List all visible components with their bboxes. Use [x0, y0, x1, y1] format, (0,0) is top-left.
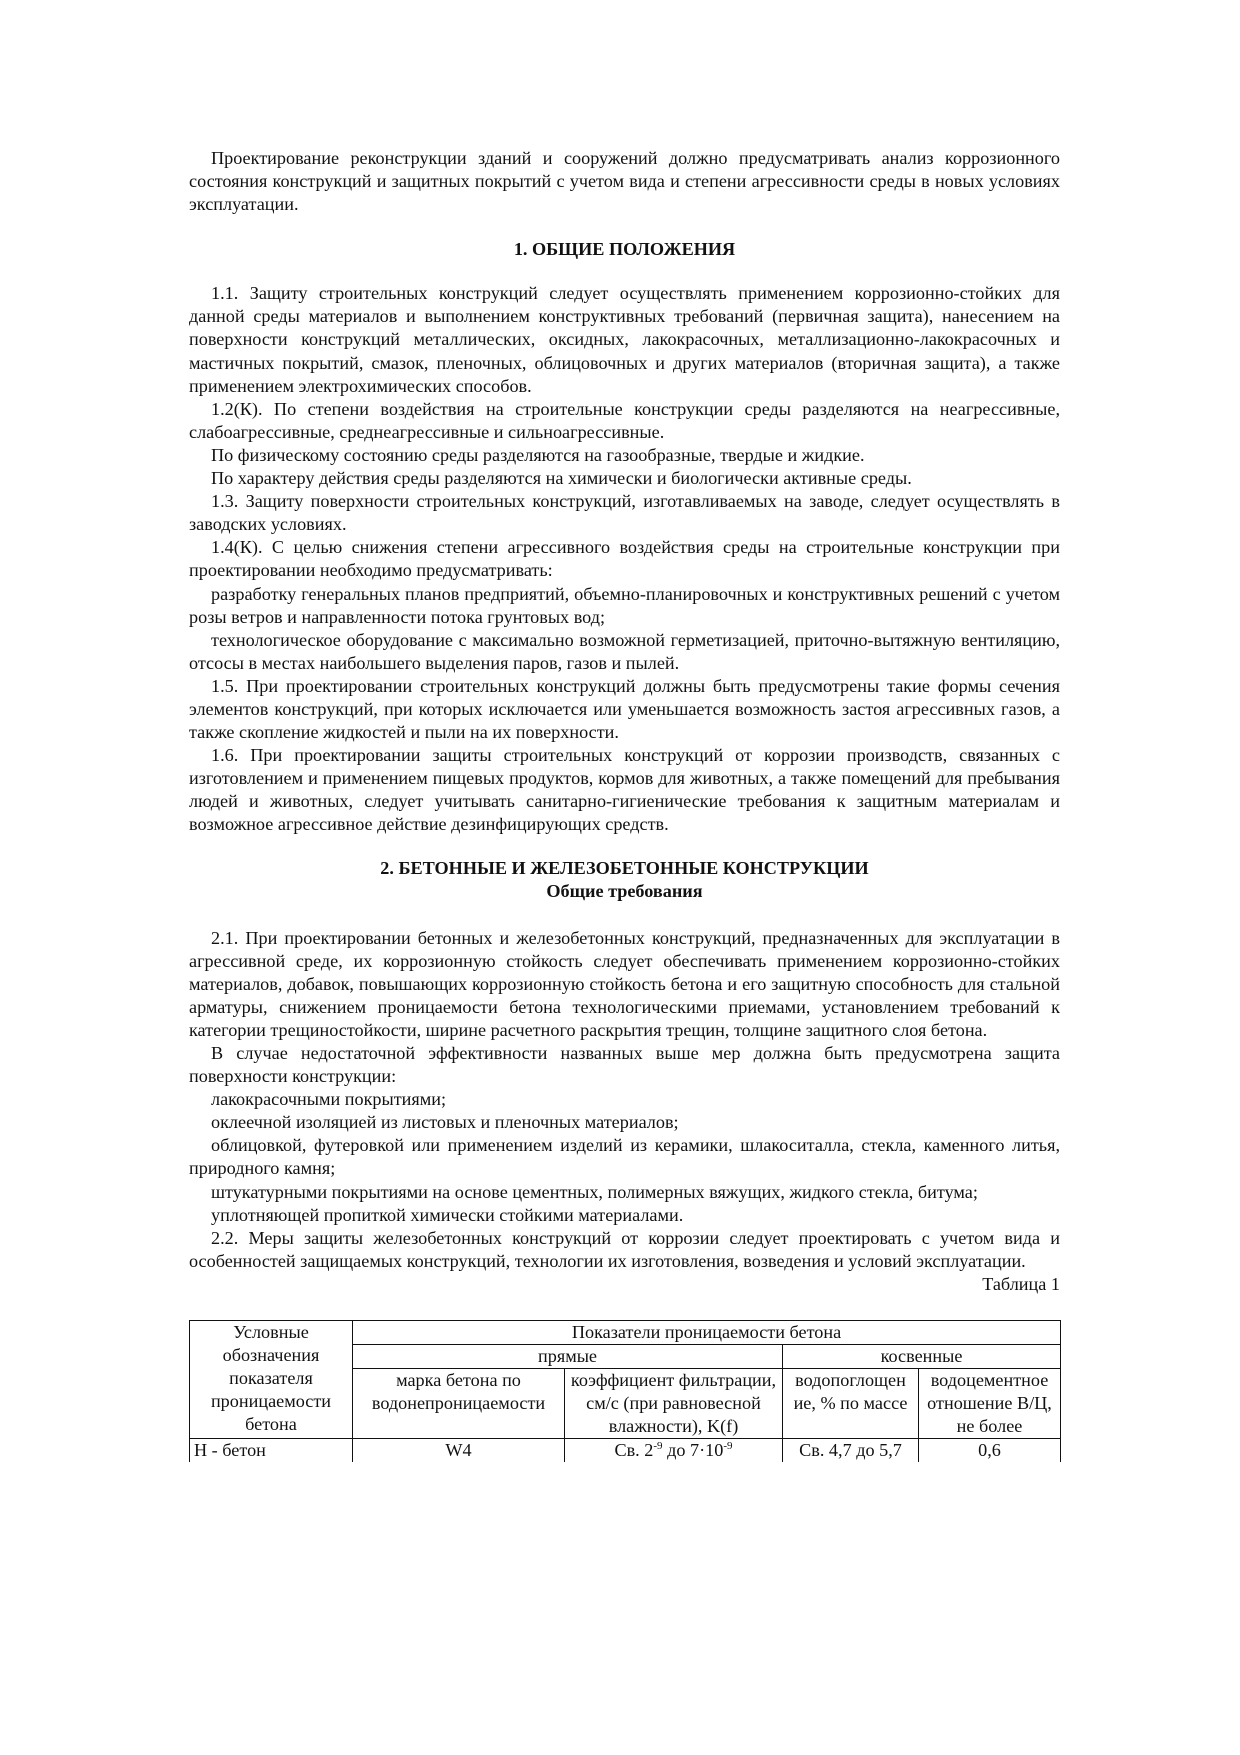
table-header-cell: косвенные: [783, 1344, 1061, 1368]
paragraph: По физическому состоянию среды разделяются на газообразные, твердые и жидкие.: [211, 444, 865, 465]
paragraph: 2.2. Меры защиты железобетонных конструкций от коррозии следует проектировать с учетом вида и особенностей защищаемых конструкций, технологии их изготовления, возведения и условий эксплуатации.: [189, 1227, 1060, 1271]
table-header-cell: коэффициент фильтрации, см/с (при равновесной влажности), K(f): [565, 1368, 783, 1438]
table-header-cell: Условные обозначения показателя проницаемости бетона: [190, 1320, 353, 1438]
table-cell: Н - бетон: [190, 1438, 353, 1462]
paragraph: разработку генеральных планов предприятий, объемно-планировочных и конструктивных решений с учетом розы ветров и направленности потока грунтовых вод;: [189, 583, 1060, 627]
paragraph: 1.4(К). С целью снижения степени агрессивного воздействия среды на строительные конструкции при проектировании необходимо предусматривать:: [189, 537, 1060, 581]
table-header-cell: марка бетона по водонепроницаемости: [353, 1368, 565, 1438]
filtration-from-exponent: -9: [653, 1439, 663, 1452]
filtration-to-base: ·10: [699, 1439, 724, 1460]
intro-paragraph: Проектирование реконструкции зданий и сооружений должно предусматривать анализ коррозионного состояния конструкций и защитных покрытий с учетом вида и степени агрессивности среды в новых условиях эксплуатации.: [189, 148, 1060, 215]
table-header-cell: Показатели проницаемости бетона: [353, 1320, 1061, 1344]
paragraph: лакокрасочными покрытиями;: [211, 1089, 447, 1110]
table-caption: Таблица 1: [982, 1273, 1060, 1294]
table-header-cell: водоцементное отношение В/Ц, не более: [919, 1368, 1061, 1438]
paragraph: технологическое оборудование с максимально возможной герметизацией, приточно-вытяжную вентиляцию, отсосы в местах наибольшего выделения паров, газов и пылей.: [189, 629, 1060, 673]
paragraph: штукатурными покрытиями на основе цементных, полимерных вяжущих, жидкого стекла, битума;: [211, 1181, 978, 1202]
section-2-title: 2. БЕТОННЫЕ И ЖЕЛЕЗОБЕТОННЫЕ КОНСТРУКЦИИ: [380, 857, 869, 878]
filtration-to-exponent: -9: [723, 1439, 733, 1452]
paragraph: В случае недостаточной эффективности названных выше мер должна быть предусмотрена защита поверхности конструкции:: [189, 1043, 1060, 1087]
paragraph: По характеру действия среды разделяются на химически и биологически активные среды.: [211, 468, 912, 489]
table-cell: Св. 4,7 до 5,7: [783, 1438, 919, 1462]
paragraph: 1.2(К). По степени воздействия на строительные конструкции среды разделяются на неагрессивные, слабоагрессивные, среднеагрессивные и сильноагрессивные.: [189, 398, 1060, 442]
section-1-title: 1. ОБЩИЕ ПОЛОЖЕНИЯ: [513, 239, 736, 260]
paragraph: 1.5. При проектировании строительных конструкций должны быть предусмотрены такие формы сечения элементов конструкций, при которых исключается или уменьшается возможность застоя агрессивных газов, а также скопление жидкостей и пыли на их поверхности.: [189, 675, 1060, 743]
table-cell: W4: [353, 1438, 565, 1462]
document-page: [189, 147, 1060, 1462]
permeability-table: [189, 1320, 1061, 1462]
paragraph: облицовкой, футеровкой или применением изделий из керамики, шлакоситалла, стекла, каменного литья, природного камня;: [189, 1135, 1060, 1179]
section-2-subtitle: Общие требования: [546, 880, 703, 901]
filtration-mid: до 7: [662, 1439, 700, 1460]
paragraph: 1.1. Защиту строительных конструкций следует осуществлять применением коррозионно-стойких для данной среды материалов и выполнением конструктивных требований (первичная защита), нанесением на поверхности конструкций металлических, оксидных, лакокрасочных, металлизационно-лакокрасочных и мастичных покрытий, смазок, пленочных, облицовочных и других материалов (вторичная защита), а также применением электрохимических способов.: [189, 283, 1060, 396]
table-row: [190, 1438, 1061, 1462]
table-header-cell: прямые: [353, 1344, 783, 1368]
filtration-from-prefix: Св. 2: [614, 1439, 654, 1460]
table-cell: 0,6: [919, 1438, 1061, 1462]
paragraph: оклеечной изоляцией из листовых и пленочных материалов;: [211, 1112, 679, 1133]
table-header-cell: водопоглощен ие, % по массе: [783, 1368, 919, 1438]
paragraph: 1.6. При проектировании защиты строительных конструкций от коррозии производств, связанных с изготовлением и применением пищевых продуктов, кормов для животных, а также помещений для пребывания людей и животных, следует учитывать санитарно-гигиенические требования к защитным материалам и возможное агрессивное действие дезинфицирующих средств.: [189, 745, 1060, 835]
paragraph: 1.3. Защиту поверхности строительных конструкций, изготавливаемых на заводе, следует осуществлять в заводских условиях.: [189, 491, 1060, 535]
paragraph: уплотняющей пропиткой химически стойкими материалами.: [211, 1204, 684, 1225]
paragraph: 2.1. При проектировании бетонных и железобетонных конструкций, предназначенных для эксплуатации в агрессивной среде, их коррозионную стойкость следует обеспечивать применением коррозионно-стойких материалов, добавок, повышающих коррозионную стойкость бетона и его защитную способность для стальной арматуры, снижением проницаемости бетона технологическими приемами, установлением требований к категории трещиностойкости, ширине расчетного раскрытия трещин, толщине защитного слоя бетона.: [189, 927, 1060, 1040]
table-cell-filtration: [565, 1438, 783, 1462]
